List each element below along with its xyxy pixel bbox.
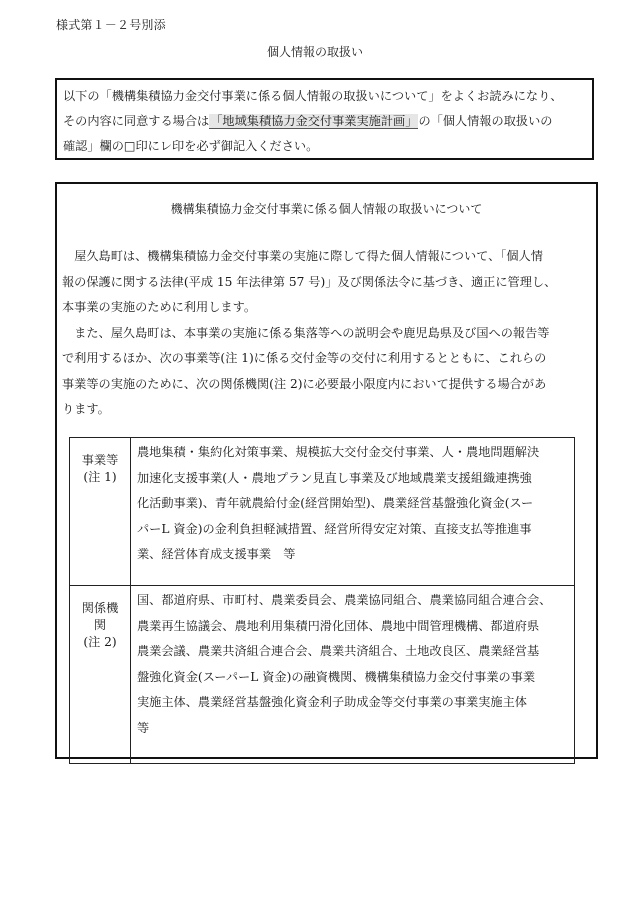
projects-header-label: 事業等 (81, 453, 119, 467)
projects-header-note: (注 1) (83, 470, 117, 484)
notice-line-2 (63, 109, 586, 134)
paragraph-line: で利用するほか、次の事業等(注 1)に係る交付金等の交付に利用するとともに、これらの (62, 351, 547, 365)
paragraph-line: 屋久島町は、機構集積協力金交付事業の実施に際して得た個人情報について、「個人情 (74, 249, 543, 263)
form-number: 様式第１－２号別添 (56, 18, 166, 32)
page-title: 個人情報の取扱い (266, 45, 363, 59)
paragraph-line: また、屋久島町は、本事業の実施に係る集落等への説明会や鹿児島県及び国への報告等 (62, 325, 550, 340)
agencies-line: 盤強化資金(スーパーL 資金)の融資機関、機構集積協力金交付事業の事業 (137, 669, 536, 684)
projects-line: 業、経営体育成支援事業 等 (137, 547, 296, 561)
notice-line-2-before: その内容に同意する場合は (63, 114, 210, 128)
agencies-line: 実施主体、農業経営基盤強化資金利子助成金等交付事業の事業実施主体 (137, 695, 527, 709)
agencies-line: 等 (137, 720, 150, 735)
agencies-line: 農業再生協議会、農地利用集積円滑化団体、農地中間管理機構、都道府県 (137, 618, 540, 633)
agencies-line: 国、都道府県、市町村、農業委員会、農業協同組合、農業協同組合連合会、 (137, 593, 552, 607)
policy-body-text (62, 244, 594, 423)
privacy-policy-box (55, 182, 598, 759)
agencies-header-label: 関 (93, 618, 107, 632)
paragraph-line: ります。 (62, 402, 110, 416)
notice-line-3: 確認」欄の□印にレ印を必ず御記入ください。 (63, 139, 319, 153)
paragraph-line: 事業等の実施のために、次の関係機関(注 2)に必要最小限度内において提供する場合があ (62, 376, 547, 391)
agencies-header-cell (70, 586, 131, 764)
projects-line: 加速化支援事業(人・農地プラン見直し事業及び地域農業支援組織連携強 (137, 470, 532, 485)
section-title: 機構集積協力金交付事業に係る個人情報の取扱いについて (170, 202, 483, 216)
table-row-agencies (70, 586, 575, 764)
table-row-projects (70, 438, 575, 586)
paragraph-line: 本事業の実施のために利用します。 (62, 300, 257, 314)
projects-and-agencies-table (69, 437, 575, 764)
projects-line: 農地集積・集約化対策事業、規模拡大交付金交付事業、人・農地問題解決 (137, 445, 540, 459)
projects-header-cell (70, 438, 131, 586)
consent-notice-box (55, 78, 594, 160)
notice-line-2-after: の「個人情報の取扱いの (418, 114, 553, 128)
agencies-list-cell (131, 586, 575, 764)
notice-line-1: 以下の「機構集積協力金交付事業に係る個人情報の取扱いについて」をよくお読みになり、 (63, 89, 563, 103)
agencies-header-note: (注 2) (83, 635, 117, 649)
implementation-plan-link[interactable]: 「地域集積協力金交付事業実施計画」 (210, 114, 418, 128)
agencies-header-label: 関係機 (81, 601, 119, 615)
projects-line: パーL 資金)の金利負担軽減措置、経営所得安定対策、直接支払等推進事 (137, 521, 532, 536)
paragraph-line: 報の保護に関する法律(平成 15 年法律第 57 号)」及び関係法令に基づき、適正に管理し、 (62, 274, 557, 289)
projects-line: 化活動事業)、青年就農給付金(経営開始型)、農業経営基盤強化資金(スー (137, 496, 534, 510)
agencies-line: 農業会議、農業共済組合連合会、農業共済組合、土地改良区、農業経営基 (137, 644, 540, 658)
projects-list-cell (131, 438, 575, 586)
